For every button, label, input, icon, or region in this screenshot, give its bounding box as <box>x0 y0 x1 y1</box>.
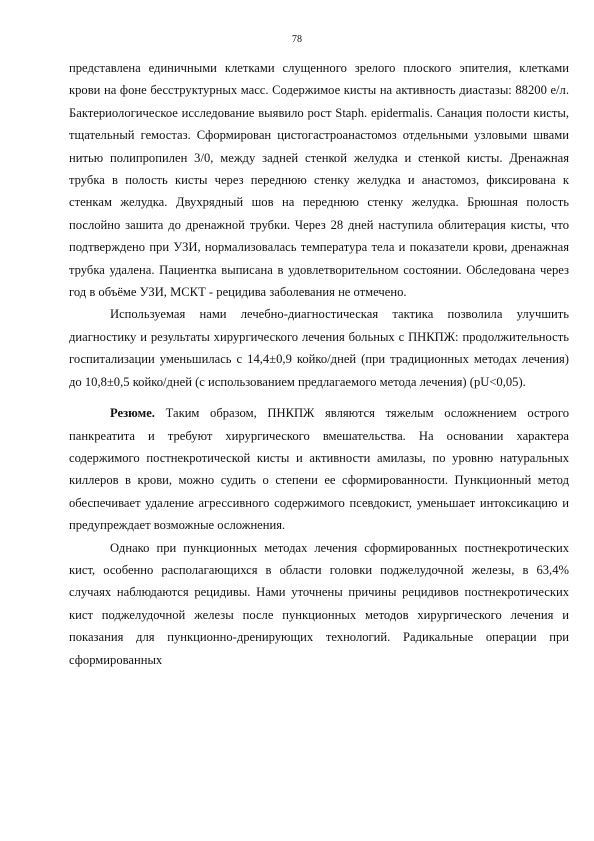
summary-text: Таким образом, ПНКПЖ являются тяжелым осложнением острого панкреатита и требуют хирургического вмешательства. На основании характера содержимого постнекротической кисты и активности амилазы, по уровню натуральных киллеров в крови, можно судить о степени ее сформированности. Пункционный метод обеспечивает удаление агрессивного содержимого псевдокист, уменьшает интоксикацию и предупреждает возможные осложнения. <box>69 406 569 533</box>
page-number: 78 <box>292 34 302 45</box>
paragraph-tactics-results: Используемая нами лечебно-диагностическая тактика позволила улучшить диагностику и результаты хирургического лечения больных с ПНКПЖ: продолжительность госпитализации уменьшилась с 14,4±0,9 койко/дней (при традиционных методах лечения) до 10,8±0,5 койко/дней (с использованием предлагаемого метода лечения) (pU<0,05). <box>69 307 569 389</box>
paragraph-summary <box>69 402 569 536</box>
paragraph-recurrence: Однако при пункционных методах лечения сформированных постнекротических кист, особенно располагающихся в области головки поджелудочной железы, в 63,4% случаях наблюдаются рецидивы. Нами уточнены причины рецидивов постнекротических кист поджелудочной железы после пункционных методов хирургического лечения и показания для пункционно-дренирующих технологий. Радикальные операции при сформированных <box>69 540 569 667</box>
document-body <box>69 57 569 671</box>
summary-label: Резюме. <box>110 406 155 421</box>
paragraph-case-description: представлена единичными клетками слущенного зрелого плоского эпителия, клетками крови на фоне бесструктурных масс. Содержимое кисты на активность диастазы: 88200 е/л. Бактериологическое исследование выявило рост Staph. epidermalis. Санация полости кисты, тщательный гемостаз. Сформирован цистогастроанастомоз отдельными узловыми швами нитью полипропилен 3/0, между задней стенкой желудка и стенкой кисты. Дренажная трубка в полость кисты через переднюю стенку желудка и анастомоз, фиксирована к стенкам желудка. Двухрядный шов на переднюю стенку желудка. Брюшная полость послойно зашита до дренажной трубки. Через 28 дней наступила облитерация кисты, что подтверждено при УЗИ, нормализовалась температура тела и показатели крови, дренажная трубка удалена. Пациентка выписана в удовлетворительном состоянии. Обследована через год в объёме УЗИ, МСКТ - рецидива заболевания не отмечено. <box>69 61 569 300</box>
